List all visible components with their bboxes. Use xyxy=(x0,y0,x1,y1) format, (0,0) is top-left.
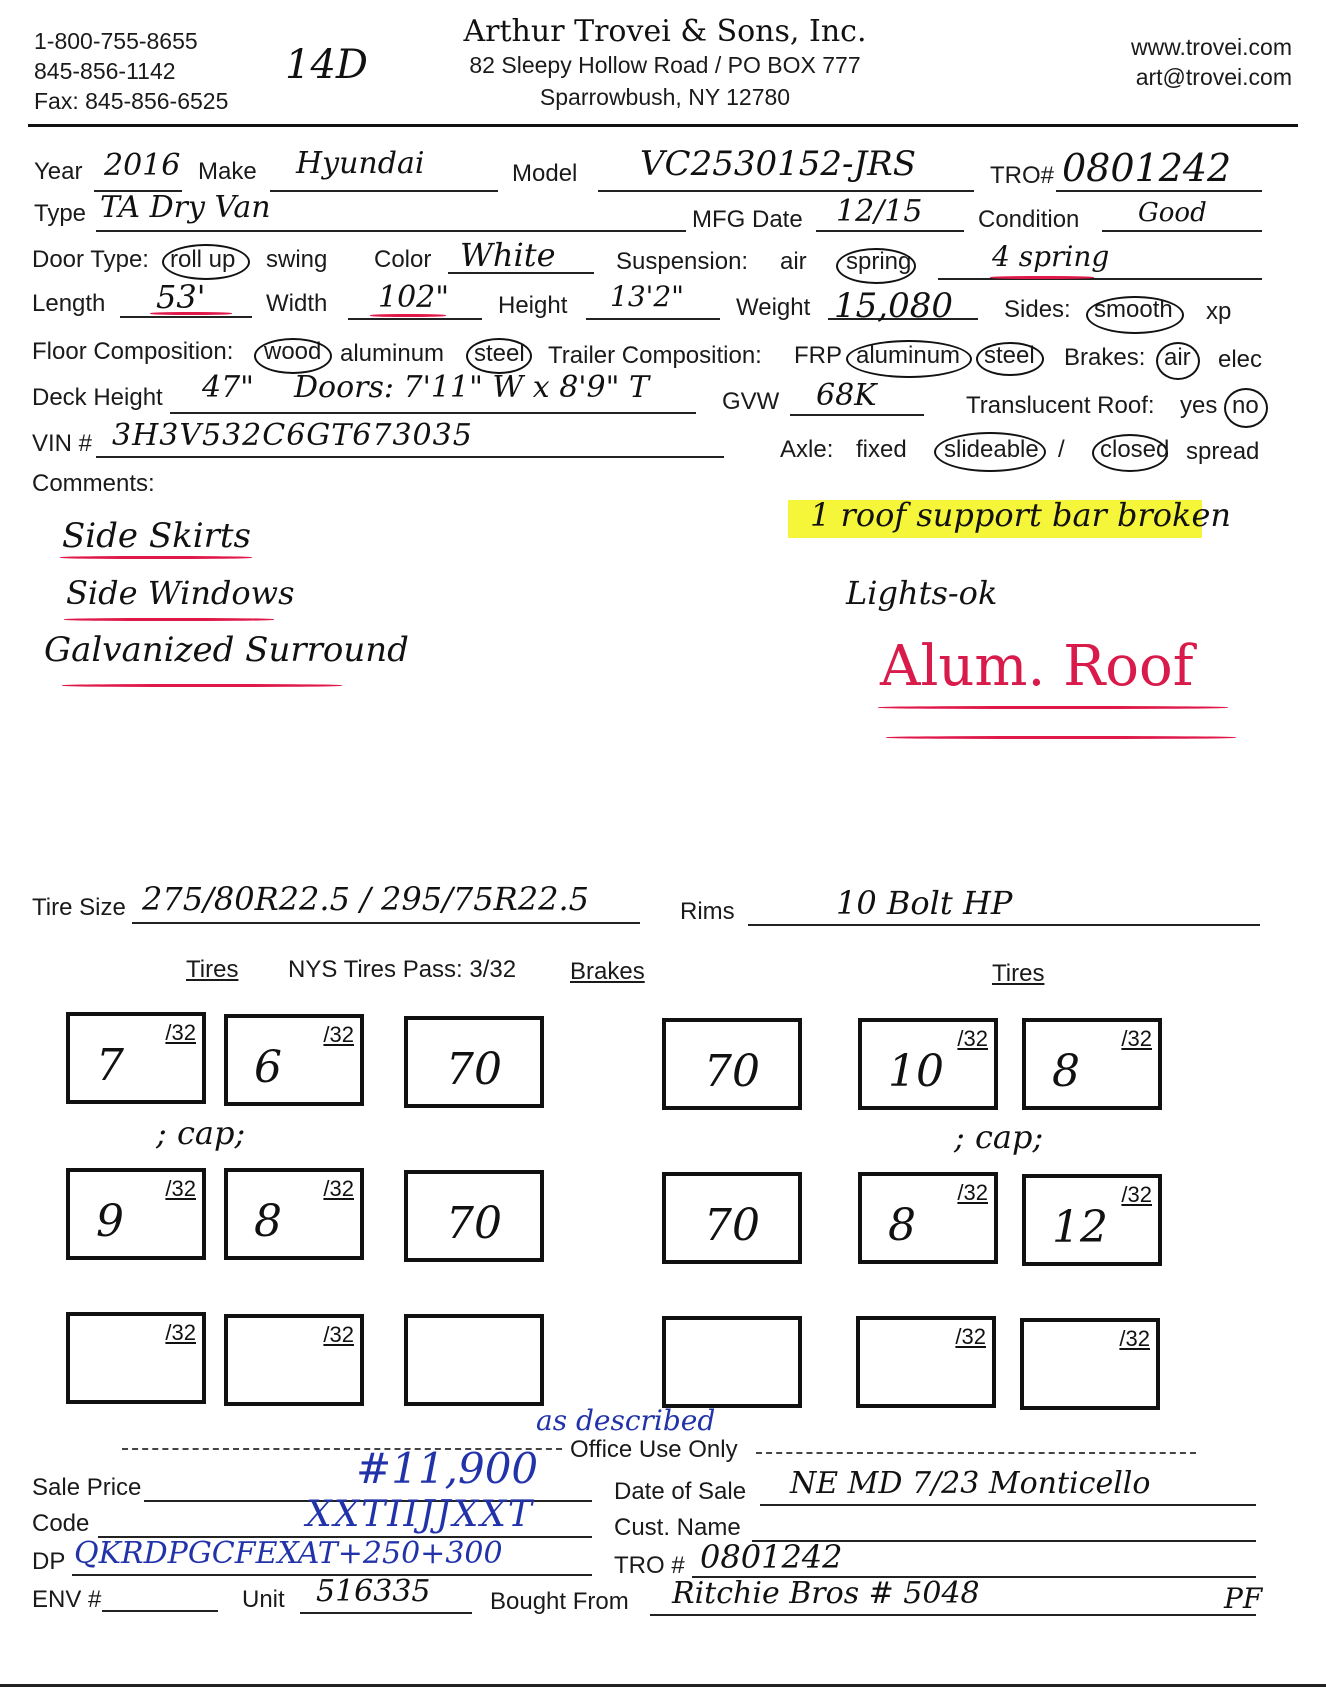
tire-box-l3[interactable] xyxy=(66,1168,206,1260)
sides-smooth-option[interactable]: smooth xyxy=(1094,296,1173,323)
brakes-label: Brakes: xyxy=(1064,344,1146,371)
floor-aluminum-option[interactable]: aluminum xyxy=(340,340,445,367)
axle-slideable-option[interactable]: slideable xyxy=(944,436,1039,463)
office-tro-label: TRO # xyxy=(614,1552,685,1579)
office-use-only-label: Office Use Only xyxy=(570,1436,738,1463)
tire-depth-value: 8 xyxy=(254,1196,282,1247)
brake-value: 70 xyxy=(446,1198,502,1249)
brakes-elec-option[interactable]: elec xyxy=(1218,346,1263,373)
cap-note-right: ; cap; xyxy=(954,1118,1044,1156)
page-bottom-edge xyxy=(0,1684,1326,1687)
as-described-note: as described xyxy=(536,1404,716,1437)
axle-fixed-option[interactable]: fixed xyxy=(856,436,907,463)
tire-slash-32: /32 xyxy=(323,1022,354,1047)
website[interactable]: www.trovei.com xyxy=(1130,34,1292,60)
rims-label: Rims xyxy=(680,898,735,925)
color-label: Color xyxy=(374,246,432,273)
gvw-line xyxy=(790,414,924,416)
nys-tires-pass: NYS Tires Pass: 3/32 xyxy=(288,956,517,983)
make-value[interactable]: Hyundai xyxy=(296,146,425,181)
brake-value: 70 xyxy=(704,1046,760,1097)
tire-size-line xyxy=(132,922,640,924)
weight-label: Weight xyxy=(736,294,811,321)
company-address-2: Sparrowbush, NY 12780 xyxy=(539,84,791,110)
axle-closed-option[interactable]: closed xyxy=(1100,436,1170,463)
model-label: Model xyxy=(512,160,578,187)
tire-slash-32: /32 xyxy=(1121,1026,1152,1051)
office-dash-right xyxy=(756,1452,1196,1454)
height-label: Height xyxy=(498,292,568,319)
make-line xyxy=(270,190,498,192)
type-label: Type xyxy=(34,200,87,227)
make-label: Make xyxy=(198,158,257,185)
tire-box-l2[interactable] xyxy=(224,1014,364,1106)
tire-slash-32: /32 xyxy=(1119,1326,1150,1351)
tire-depth-value: 9 xyxy=(96,1196,124,1247)
brake-value: 70 xyxy=(446,1044,502,1095)
env-line xyxy=(102,1610,218,1612)
tire-slash-32: /32 xyxy=(165,1020,196,1045)
tire-depth-value: 7 xyxy=(96,1040,124,1091)
phone-2: 845-856-1142 xyxy=(34,58,176,84)
tire-box-r1[interactable] xyxy=(858,1018,998,1110)
cust-name-label: Cust. Name xyxy=(614,1514,741,1541)
brake-box-l[interactable] xyxy=(404,1016,544,1108)
sides-label: Sides: xyxy=(1004,296,1071,323)
unit-label: Unit xyxy=(242,1586,285,1613)
tire-slash-32: /32 xyxy=(1121,1182,1152,1207)
translucent-roof-label: Translucent Roof: xyxy=(966,392,1155,419)
vin-value[interactable]: 3H3V532C6GT673035 xyxy=(112,418,473,453)
stamp-code: 14D xyxy=(285,42,368,88)
tire-box-l4[interactable] xyxy=(224,1168,364,1260)
condition-label: Condition xyxy=(978,206,1080,233)
header-divider xyxy=(28,124,1298,127)
suspension-label: Suspension: xyxy=(616,248,749,275)
length-label: Length xyxy=(32,290,106,317)
tire-slash-32: /32 xyxy=(323,1176,354,1201)
side-skirts-red-underline xyxy=(60,556,252,559)
trailer-aluminum-option[interactable]: aluminum xyxy=(856,342,961,369)
year-value[interactable]: 2016 xyxy=(104,148,181,183)
tire-box-r2[interactable] xyxy=(1022,1018,1162,1110)
tire-box-l6[interactable] xyxy=(224,1314,364,1406)
trailer-aluminum-circle xyxy=(846,340,972,378)
code-value[interactable]: XXTIIJJXXT xyxy=(306,1494,534,1535)
deck-height-value[interactable]: 47" xyxy=(202,370,254,405)
date-of-sale-label: Date of Sale xyxy=(614,1478,747,1505)
floor-wood-circle xyxy=(254,338,332,374)
env-label: ENV # xyxy=(32,1586,102,1613)
tro-label: TRO# xyxy=(990,162,1055,189)
tire-depth-value: 8 xyxy=(1052,1046,1080,1097)
comment-roof-support[interactable]: 1 roof support bar broken xyxy=(810,496,1231,534)
brake-box-r[interactable] xyxy=(662,1018,802,1110)
width-value[interactable]: 102" xyxy=(378,280,450,315)
floor-composition-label: Floor Composition: xyxy=(32,338,234,365)
tire-size-label: Tire Size xyxy=(32,894,126,921)
suspension-note-red-underline xyxy=(990,276,1094,279)
width-line xyxy=(348,318,482,320)
galvanized-red-underline xyxy=(62,684,342,687)
year-label: Year xyxy=(34,158,83,185)
roof-no-option[interactable]: no xyxy=(1232,392,1259,419)
date-of-sale-value[interactable]: NE MD 7/23 Monticello xyxy=(790,1466,1151,1501)
phone-1: 1-800-755-8655 xyxy=(34,28,198,54)
comment-side-skirts[interactable]: Side Skirts xyxy=(62,516,251,556)
tire-depth-value: 6 xyxy=(254,1042,282,1093)
sale-price-label: Sale Price xyxy=(32,1474,142,1501)
brakes-air-option[interactable]: air xyxy=(1164,344,1191,371)
comment-alum-roof[interactable]: Alum. Roof xyxy=(880,634,1194,699)
roof-no-circle xyxy=(1224,388,1268,428)
sale-price-value[interactable]: #11,900 xyxy=(356,1444,539,1493)
office-tro-value[interactable]: 0801242 xyxy=(700,1538,843,1576)
axle-label: Axle: xyxy=(780,436,834,463)
tire-box-r6[interactable] xyxy=(1020,1318,1160,1410)
width-label: Width xyxy=(266,290,328,317)
tire-slash-32: /32 xyxy=(957,1026,988,1051)
trailer-steel-circle xyxy=(976,342,1044,376)
length-value[interactable]: 53' xyxy=(156,278,206,316)
tire-depth-value: 12 xyxy=(1052,1202,1108,1253)
axle-slideable-circle xyxy=(934,432,1046,472)
comment-side-windows[interactable]: Side Windows xyxy=(66,574,295,612)
suspension-note[interactable]: 4 spring xyxy=(992,240,1110,273)
tire-slash-32: /32 xyxy=(957,1180,988,1205)
tire-slash-32: /32 xyxy=(165,1176,196,1201)
brakes-header: Brakes xyxy=(570,958,645,985)
initials: PF xyxy=(1224,1582,1263,1615)
tire-slash-32: /32 xyxy=(323,1322,354,1347)
date-of-sale-line xyxy=(760,1504,1256,1506)
company-address-1: 82 Sleepy Hollow Road / PO BOX 777 xyxy=(469,52,861,78)
floor-steel-circle xyxy=(466,338,532,374)
tire-box-r5[interactable] xyxy=(856,1316,996,1408)
tire-depth-value: 8 xyxy=(888,1200,916,1251)
height-value[interactable]: 13'2" xyxy=(610,280,685,313)
rims-value[interactable]: 10 Bolt HP xyxy=(836,884,1013,922)
mfg-date-line xyxy=(816,230,964,232)
door-rollup-option[interactable]: roll up xyxy=(170,246,236,273)
rims-line xyxy=(748,924,1260,926)
comment-lights[interactable]: Lights-ok xyxy=(846,574,998,612)
tire-slash-32: /32 xyxy=(955,1324,986,1349)
comments-label: Comments: xyxy=(32,470,155,497)
width-red-underline xyxy=(370,314,446,317)
tire-box-r3[interactable] xyxy=(858,1172,998,1264)
trailer-steel-option[interactable]: steel xyxy=(984,342,1035,369)
deck-height-line xyxy=(170,412,696,414)
height-line xyxy=(586,318,720,320)
trailer-frp-option[interactable]: FRP xyxy=(794,342,842,369)
cap-note-left: ; cap; xyxy=(156,1114,246,1152)
alum-roof-red-underline-1 xyxy=(878,706,1228,709)
vin-label: VIN # xyxy=(32,430,93,457)
brakes-air-circle xyxy=(1156,342,1200,380)
axle-closed-circle xyxy=(1092,434,1168,472)
dp-label: DP xyxy=(32,1548,66,1575)
tires-header-right: Tires xyxy=(992,960,1045,987)
sides-smooth-circle xyxy=(1086,296,1184,334)
tire-box-r4[interactable] xyxy=(1022,1174,1162,1266)
unit-line xyxy=(300,1612,472,1614)
tire-box-l5[interactable] xyxy=(66,1312,206,1404)
length-line xyxy=(120,316,252,318)
company-name: Arthur Trovei & Sons, Inc. xyxy=(463,14,867,49)
tro-line xyxy=(1056,190,1262,192)
suspension-air-option[interactable]: air xyxy=(780,248,807,275)
brake-box-l2[interactable] xyxy=(404,1170,544,1262)
type-line xyxy=(96,230,686,232)
email[interactable]: art@trovei.com xyxy=(1135,64,1292,90)
code-label: Code xyxy=(32,1510,90,1537)
tire-slash-32: /32 xyxy=(165,1320,196,1345)
tire-depth-value: 10 xyxy=(888,1046,944,1097)
tires-header-left: Tires xyxy=(186,956,239,983)
suspension-spring-option[interactable]: spring xyxy=(846,248,912,275)
sides-xp-option[interactable]: xp xyxy=(1206,298,1232,325)
side-windows-red-underline xyxy=(64,618,274,621)
weight-value[interactable]: 15,080 xyxy=(834,286,953,326)
floor-wood-option[interactable]: wood xyxy=(264,338,322,365)
mfg-date-label: MFG Date xyxy=(692,206,803,233)
dp-value[interactable]: QKRDPGCFEXAT+250+300 xyxy=(74,1536,503,1571)
fax-number: Fax: 845-856-6525 xyxy=(34,88,229,114)
brake-value: 70 xyxy=(704,1200,760,1251)
suspension-note-line xyxy=(938,278,1262,280)
roof-yes-option[interactable]: yes xyxy=(1180,392,1218,419)
bought-from-line xyxy=(650,1614,1256,1616)
tire-box-l1[interactable] xyxy=(66,1012,206,1104)
model-line xyxy=(598,190,974,192)
alum-roof-red-underline-2 xyxy=(886,736,1236,739)
type-value[interactable]: TA Dry Van xyxy=(100,190,271,225)
tire-size-value[interactable]: 275/80R22.5 / 295/75R22.5 xyxy=(142,880,589,918)
vin-line xyxy=(96,456,724,458)
suspension-spring-circle xyxy=(836,248,916,284)
axle-spread-option[interactable]: spread xyxy=(1186,438,1260,465)
tro-value[interactable]: 0801242 xyxy=(1062,146,1232,190)
brake-box-l3[interactable] xyxy=(404,1314,544,1406)
mfg-date-value[interactable]: 12/15 xyxy=(836,194,923,229)
gvw-value[interactable]: 68K xyxy=(816,378,877,413)
model-value[interactable]: VC2530152-JRS xyxy=(640,144,917,184)
floor-steel-option[interactable]: steel xyxy=(474,340,525,367)
door-swing-option[interactable]: swing xyxy=(266,246,328,273)
comment-galvanized-surround[interactable]: Galvanized Surround xyxy=(44,630,409,670)
doors-dimension-note[interactable]: Doors: 7'11" W x 8'9" T xyxy=(294,370,649,405)
door-type-label: Door Type: xyxy=(32,246,149,273)
brake-box-r2[interactable] xyxy=(662,1172,802,1264)
gvw-label: GVW xyxy=(722,388,780,415)
color-value[interactable]: White xyxy=(460,236,556,274)
bought-from-value[interactable]: Ritchie Bros # 5048 xyxy=(672,1576,980,1611)
condition-value[interactable]: Good xyxy=(1138,198,1207,228)
condition-line xyxy=(1102,230,1262,232)
brake-box-r3[interactable] xyxy=(662,1316,802,1408)
axle-separator: / xyxy=(1058,436,1065,463)
length-red-underline xyxy=(150,312,232,315)
bought-from-label: Bought From xyxy=(490,1588,629,1615)
trailer-composition-label: Trailer Composition: xyxy=(548,342,762,369)
unit-value[interactable]: 516335 xyxy=(316,1574,431,1609)
door-rollup-circle xyxy=(162,244,250,280)
deck-height-label: Deck Height xyxy=(32,384,163,411)
